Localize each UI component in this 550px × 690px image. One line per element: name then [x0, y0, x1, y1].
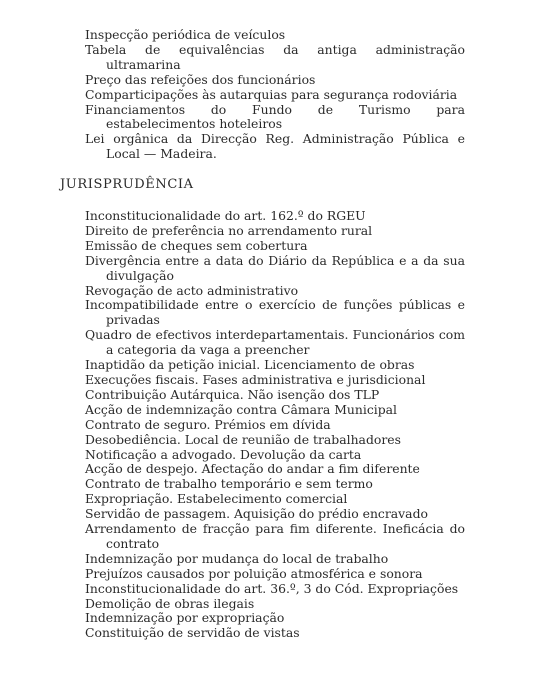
list-item: Servidão de passagem. Aquisição do prédio encravado [85, 506, 428, 522]
list-item: Financiamentos do Fundo de Turismo para estabelecimentos hoteleiros [85, 101, 465, 132]
list-item: Revogação de acto administrativo [85, 282, 299, 298]
list-item: Incompatibilidade entre o exercício de funções públicas e privadas [85, 297, 465, 328]
list-item: Expropriação. Estabelecimento comercial [85, 491, 348, 507]
list-item: Inaptidão da petição inicial. Licenciamento de obras [85, 357, 415, 373]
list-item: Indemnização por mudança do local de trabalho [85, 550, 389, 566]
list-item: Tabela de equivalências da antiga administração ultramarina [85, 41, 465, 72]
list-item: Constituição de servidão de vistas [85, 625, 300, 641]
list-item: Acção de indemnização contra Câmara Municipal [85, 401, 398, 417]
list-item: Emissão de cheques sem cobertura [85, 237, 308, 253]
list-item: Direito de preferência no arrendamento rural [85, 222, 373, 238]
list-item: Lei orgânica da Direcção Reg. Administração Pública e Local — Madeira. [85, 131, 465, 162]
list-item: Demolição de obras ilegais [85, 595, 255, 611]
list-item: Inspecção periódica de veículos [85, 27, 286, 42]
list-item: Arrendamento de fracção para fim diferente. Ineficácia do contrato [85, 521, 465, 551]
list-item: Inconstitucionalidade do art. 162.º do RGEU [85, 208, 366, 223]
list-item: Quadro de efectivos interdepartamentais. Funcionários com a categoria da vaga a preencher [85, 327, 465, 358]
list-item: Divergência entre a data do Diário da República e a da sua divulgação [85, 252, 465, 283]
section-heading: JURISPRUDÊNCIA [60, 177, 194, 192]
list-item: Notificação a advogado. Devolução da carta [85, 446, 362, 462]
jurisprudence-list [85, 209, 465, 641]
list-item: Contrato de trabalho temporário e sem termo [85, 476, 373, 492]
list-item: Execuções fiscais. Fases administrativa e jurisdicional [85, 371, 426, 387]
list-item: Acção de despejo. Afectação do andar a fim diferente [85, 461, 420, 477]
list-item: Prejuízos causados por poluição atmosférica e sonora [85, 565, 423, 581]
list-item: Contrato de seguro. Prémios em dívida [85, 416, 331, 432]
list-item: Preço das refeições dos funcionários [85, 71, 316, 87]
list-item: Comparticipações às autarquias para segurança rodoviária [85, 86, 458, 102]
top-entry-list [85, 28, 465, 162]
list-item: Contribuição Autárquica. Não isenção dos TLP [85, 386, 380, 402]
list-item: Inconstitucionalidade do art. 36.º, 3 do Cód. Expropriações [85, 580, 459, 596]
list-item: Desobediência. Local de reunião de trabalhadores [85, 431, 401, 447]
list-item: Indemnização por expropriação [85, 610, 285, 626]
